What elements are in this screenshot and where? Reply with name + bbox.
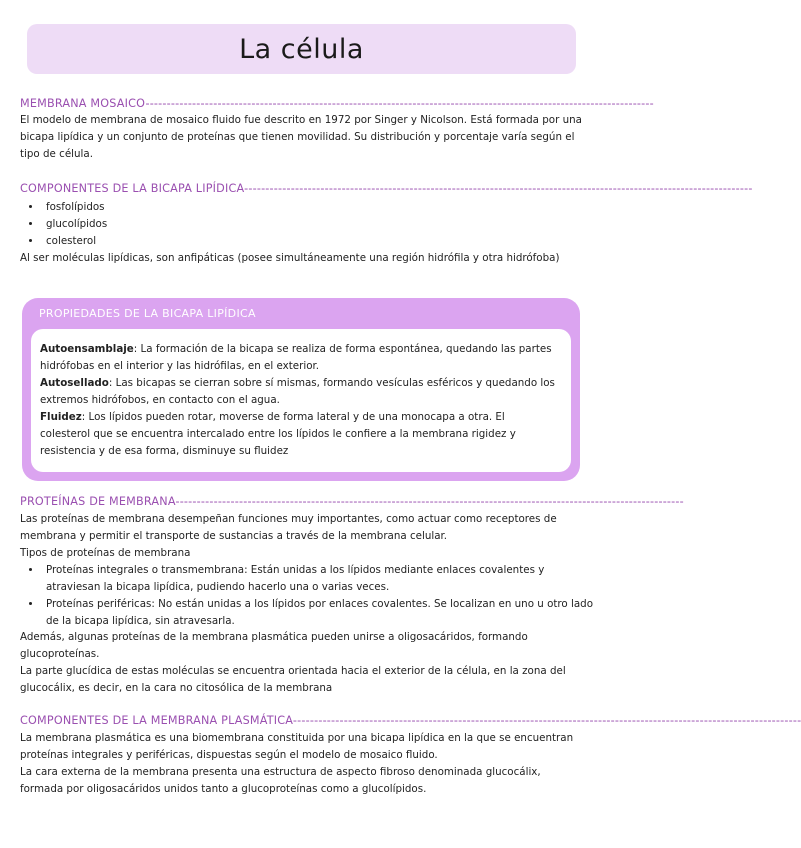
property-item [40,341,557,375]
section-heading-membrana-mosaico [20,97,654,111]
paragraph: La membrana plasmática es una biomembrana constituida por una bicapa lipídica en la que se encuentran proteínas integrales y periféricas, dispuestas según el modelo de mosaico fluido. [20,732,574,761]
heading-text: COMPONENTES DE LA BICAPA LIPÍDICA [20,182,245,195]
paragraph: La parte glucídica de estas moléculas se encuentra orientada hacia el exterior de la célula, en la zona del glucocálix, es decir, en la cara no citosólica de la membrana [20,665,566,694]
paragraph: La cara externa de la membrana presenta una estructura de aspecto fibroso denominada glucocálix, formada por oligosacáridos unidos tanto a glucoproteínas como a glucolípidos. [20,766,541,795]
title-banner [27,24,576,74]
heading-text: PROTEÍNAS DE MEMBRANA [20,495,176,508]
list-item: • Proteínas integrales o transmembrana: Están unidas a los lípidos mediante enlaces covalentes y atraviesan la bicapa lipídica, pudiendo hacerlo una o varias veces. [42,562,598,596]
property-text: : La formación de la bicapa se realiza de forma espontánea, quedando las partes hidrófobas en el interior y las hidrófilas, en el exterior. [40,343,552,372]
properties-box-header: PROPIEDADES DE LA BICAPA LIPÍDICA [39,307,256,320]
section-heading-componentes-bicapa [20,182,753,196]
property-term: Autoensamblaje [40,343,134,355]
heading-rule: ------------------------------------------------------------------------------------------------------------------------ [292,714,801,727]
heading-text: COMPONENTES DE LA MEMBRANA PLASMÁTICA [20,714,293,727]
protein-types-list [24,562,598,630]
property-item [40,375,557,409]
list-item: • fosfolípidos [42,199,598,216]
types-label: Tipos de proteínas de membrana [20,547,191,559]
properties-box-content [31,329,571,472]
property-item [40,409,557,460]
paragraph: Además, algunas proteínas de la membrana plasmática pueden unirse a oligosacáridos, formando glucoproteínas. [20,631,528,660]
page-title: La célula [239,33,364,65]
list-item: • Proteínas periféricas: No están unidas a los lípidos por enlaces covalentes. Se localizan en uno u otro lado de la bicapa lipídica, sin atravesarla. [42,596,598,630]
bicapa-text [20,250,582,267]
bicapa-components-list [24,199,598,250]
list-item: • glucolípidos [42,216,598,233]
property-term: Fluidez [40,411,82,423]
property-text: : Los lípidos pueden rotar, moverse de forma lateral y de una monocapa a otra. El colesterol que se encuentra intercalado entre los lípidos le confiere a la membrana rigidez y resistencia y de esa forma, disminuye su fluidez [40,411,516,457]
proteinas-extra [20,629,582,697]
heading-rule: ------------------------------------------------------------------------------------------------------------------------ [175,495,684,508]
heading-text: MEMBRANA MOSAICO [20,97,146,110]
paragraph: Al ser moléculas lipídicas, son anfipáticas (posee simultáneamente una región hidrófila y otra hidrófoba) [20,252,560,264]
property-term: Autosellado [40,377,109,389]
property-text: : Las bicapas se cierran sobre sí mismas, formando vesículas esféricos y quedando los extremos hidrófobos, en contacto con el agua. [40,377,555,406]
paragraph: Las proteínas de membrana desempeñan funciones muy importantes, como actuar como receptores de membrana y permitir el transporte de sustancias a través de la membrana celular. [20,513,557,542]
proteinas-intro [20,511,582,562]
heading-rule: ------------------------------------------------------------------------------------------------------------------------ [145,97,654,110]
membrana-mosaico-text [20,112,582,163]
heading-rule: ------------------------------------------------------------------------------------------------------------------------ [244,182,753,195]
properties-box [22,298,580,481]
section-heading-componentes-membrana [20,714,801,728]
list-item: • colesterol [42,233,598,250]
paragraph: El modelo de membrana de mosaico fluido fue descrito en 1972 por Singer y Nicolson. Está formada por una bicapa lipídica y un conjunto de proteínas que tienen movilidad. Su distribución y porcentaje varía según el tipo de célula. [20,114,582,160]
section-heading-proteinas [20,495,684,509]
componentes-membrana-text [20,730,582,798]
